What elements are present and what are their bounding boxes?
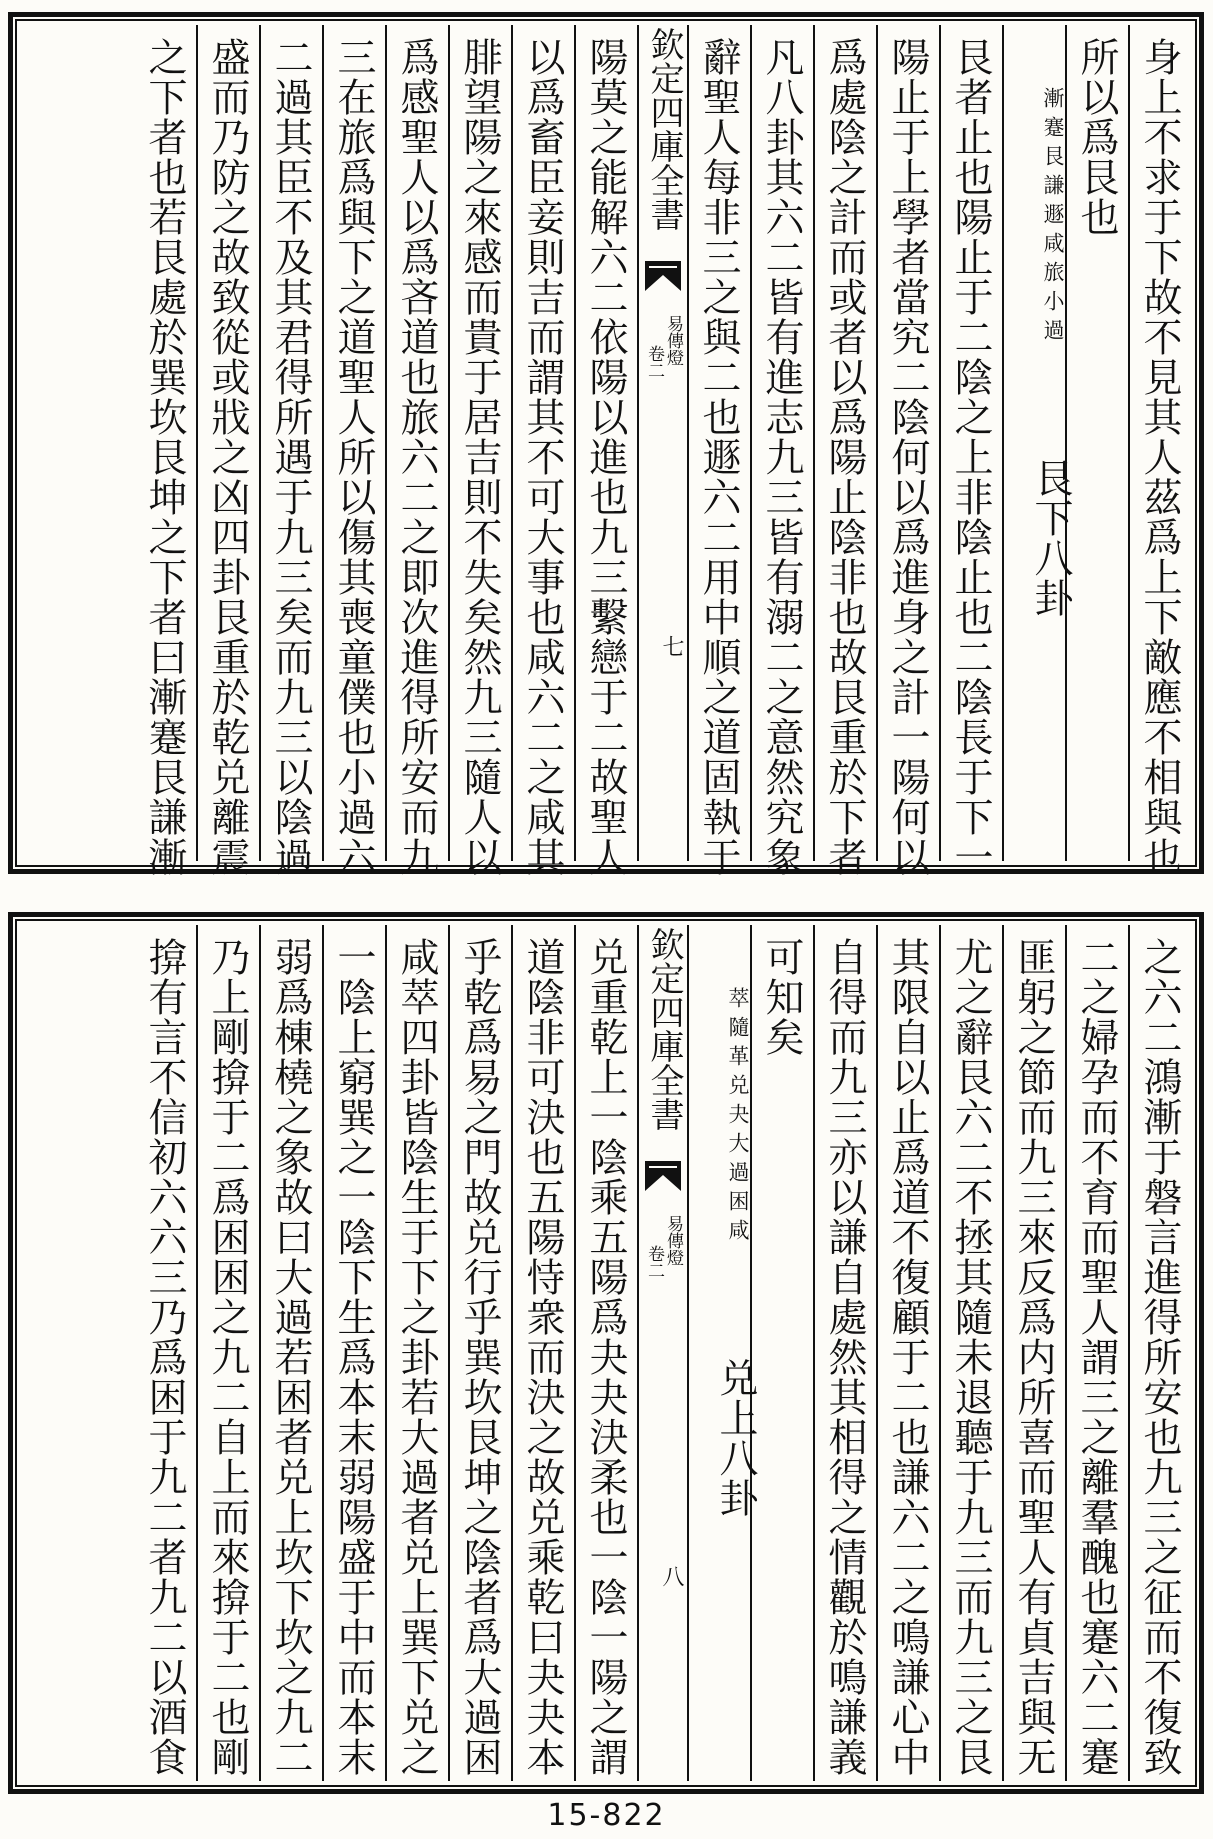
book-title: 欽定四庫全書 — [644, 27, 684, 231]
work-title: 易傳燈 — [663, 1215, 683, 1266]
spine-side-text — [643, 1215, 683, 1279]
section-heading — [687, 925, 758, 1781]
upper-text-columns — [21, 25, 1191, 877]
text-column: 自得而九三亦以謙自處然其相得之情觀於鳴謙義 — [813, 925, 876, 1781]
heading-subtitle-right: 遯咸旅小過 — [1041, 203, 1065, 348]
heading-subtitle — [726, 947, 750, 1248]
heading-subtitle-left: 萃隨革兑 — [726, 987, 750, 1103]
text-column: 爲處陰之計而或者以爲陽止陰非也故艮重於下者 — [813, 25, 876, 861]
text-column: 凡八卦其六二皆有進志九三皆有溺二之意然究象 — [750, 25, 813, 861]
text-column: 以爲畜臣妾則吉而謂其不可大事也咸六二之咸其 — [511, 25, 574, 861]
heading-subtitle-left: 漸蹇艮謙 — [1041, 87, 1065, 203]
text-column: 弱爲棟橈之象故曰大過若困者兑上坎下坎之九二 — [259, 925, 322, 1781]
heading-subtitle — [1041, 47, 1065, 348]
text-column: 匪躬之節而九三來反爲内所喜而聖人有貞吉與无 — [1002, 925, 1065, 1781]
text-column: 道陰非可決也五陽恃衆而決之故兑乘乾曰夬夬本 — [511, 925, 574, 1781]
text-column: 尤之辭艮六二不拯其隨未退聽于九三而九三之艮 — [939, 925, 1002, 1781]
text-column: 二過其臣不及其君得所遇于九三矣而九三以陰過 — [259, 25, 322, 861]
center-spine — [637, 25, 687, 861]
folio-number: 七 — [659, 635, 684, 657]
text-column: 兑重乾上一陰乘五陽爲夬夬決柔也一陰一陽之謂 — [574, 925, 637, 1781]
text-column: 一陰上窮巽之一陰下生爲本末弱陽盛于中而本末 — [322, 925, 385, 1781]
text-column: 乎乾爲易之門故兑行乎巽坎艮坤之陰者爲大過困 — [448, 925, 511, 1781]
text-column: 陽莫之能解六二依陽以進也九三繫戀于二故聖人 — [574, 25, 637, 861]
text-column: 陽止于上學者當究二陰何以爲進身之計一陽何以 — [876, 25, 939, 861]
lower-text-columns — [21, 925, 1191, 1781]
text-column: 之下者也若艮處於巽坎艮坤之下者曰漸蹇艮謙漸 — [142, 37, 187, 877]
page-number: 15-822 — [547, 1798, 666, 1833]
text-column: 咸萃四卦皆陰生于下之卦若大過者兑上巽下兑之 — [385, 925, 448, 1781]
text-column: 三在旅爲與下之道聖人所以傷其喪童僕也小過六 — [322, 25, 385, 861]
spine-side-text — [643, 315, 683, 379]
text-column: 爲感聖人以爲吝道也旅六二之即次進得所安而九 — [385, 25, 448, 861]
text-column: 二之婦孕而不育而聖人謂三之離羣醜也蹇六二蹇 — [1065, 925, 1128, 1781]
text-column: 身上不求于下故不見其人茲爲上下敵應不相與也 — [1128, 25, 1191, 861]
center-spine — [637, 925, 687, 1781]
text-column: 所以爲艮也 — [1065, 25, 1128, 861]
text-column: 之六二鴻漸于磐言進得所安也九三之征而不復致 — [1128, 925, 1191, 1781]
text-column: 辭聖人每非三之與二也遯六二用中順之道固執于 — [687, 25, 750, 861]
work-title: 易傳燈 — [663, 315, 683, 366]
text-column: 盛而乃防之故致從或戕之凶四卦艮重於乾兑離震 — [196, 25, 259, 861]
text-column: 艮者止也陽止于二陰之上非陰止也二陰長于下一 — [939, 25, 1002, 861]
fishtail-mark-icon — [645, 261, 681, 291]
book-title: 欽定四庫全書 — [644, 927, 684, 1131]
folio-number: 八 — [659, 1565, 684, 1587]
text-column: 其限自以止爲道不復顧于二也謙六二之鳴謙心中 — [876, 925, 939, 1781]
volume-label: 卷二 — [644, 345, 664, 379]
text-column: 腓望陽之來感而貴于居吉則不失矣然九三隨人以 — [448, 25, 511, 861]
section-heading — [1002, 25, 1073, 861]
lower-page-frame — [8, 912, 1204, 1794]
heading-subtitle-right: 夬大過困咸 — [726, 1103, 750, 1248]
text-column: 可知矣 — [750, 925, 813, 1781]
text-column: 乃上剛揜于二爲困困之九二自上而來揜于二也剛 — [196, 925, 259, 1781]
volume-label: 卷二 — [644, 1245, 664, 1279]
heading-title: 兑上八卦 — [713, 1358, 758, 1518]
text-column: 揜有言不信初六六三乃爲困于九二者九二以酒食 — [142, 937, 187, 1777]
fishtail-mark-icon — [645, 1161, 681, 1191]
upper-page-frame — [8, 12, 1204, 877]
heading-title: 艮下八卦 — [1028, 458, 1073, 618]
